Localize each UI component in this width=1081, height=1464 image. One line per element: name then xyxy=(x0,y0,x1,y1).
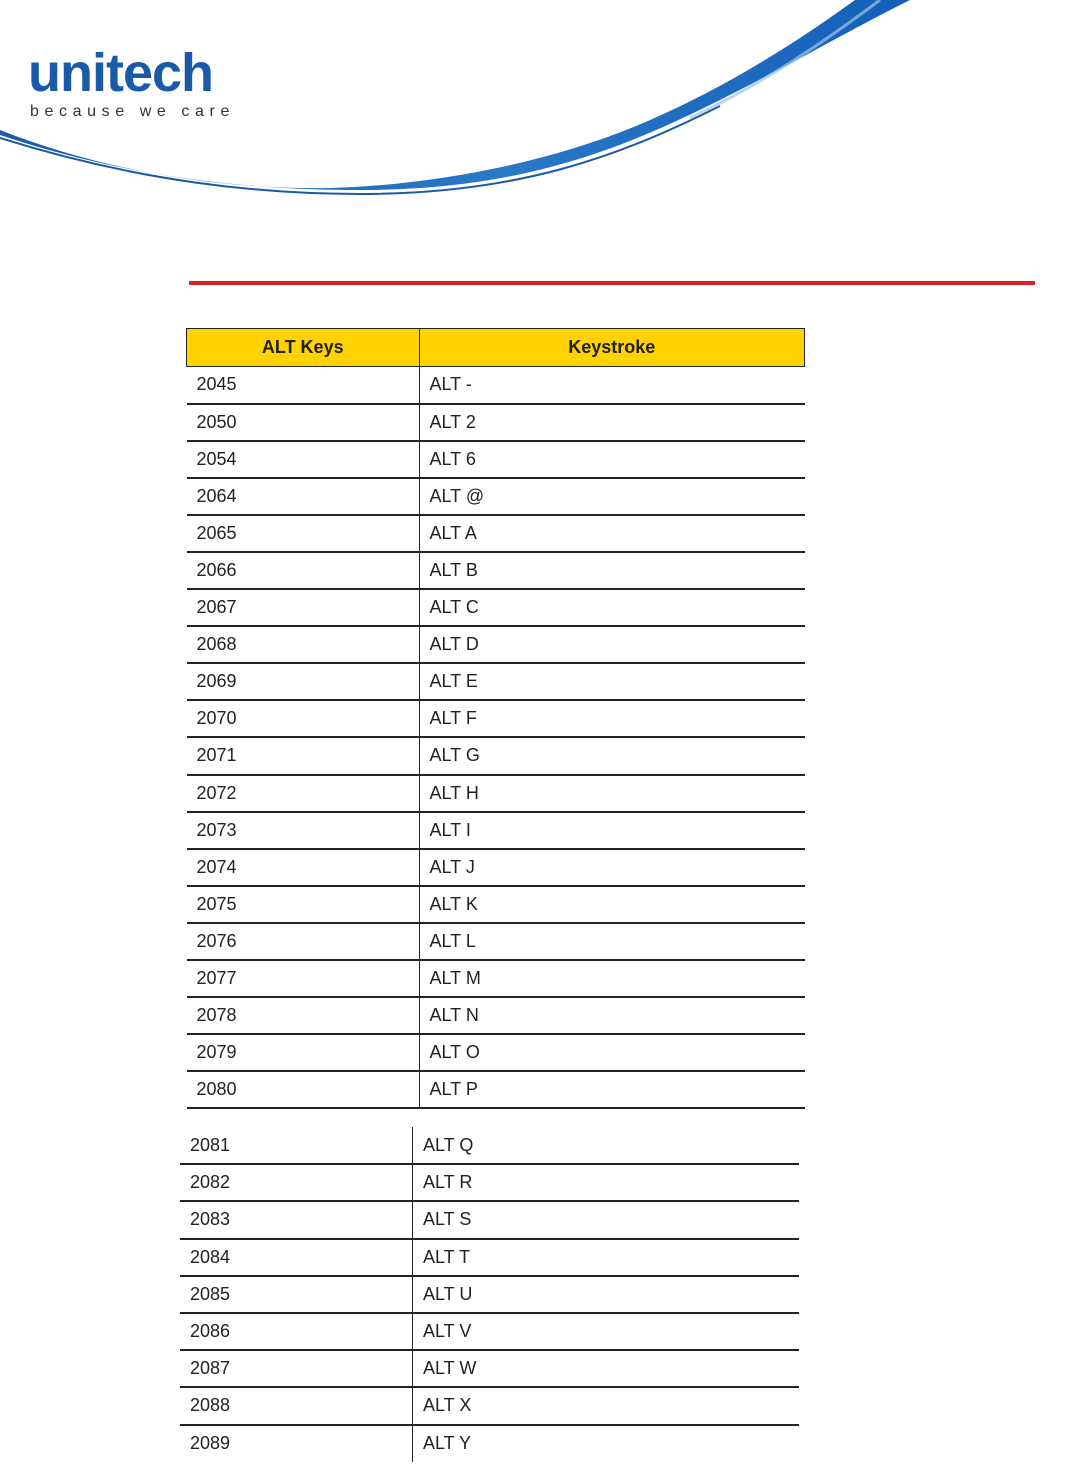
alt-keys-table xyxy=(186,328,805,1109)
keystroke-cell: ALT 6 xyxy=(429,448,476,469)
table-row xyxy=(187,589,805,626)
keystroke-cell: ALT A xyxy=(429,522,477,543)
keystroke-cell: ALT G xyxy=(429,745,480,766)
table-row xyxy=(180,1425,799,1462)
table-row xyxy=(187,886,805,923)
header-alt-keys: ALT Keys xyxy=(187,329,420,367)
table-row xyxy=(180,1313,799,1350)
alt-key-cell: 2067 xyxy=(187,589,420,626)
keystroke-cell: ALT U xyxy=(423,1283,473,1304)
table-row xyxy=(187,478,805,515)
alt-key-cell: 2084 xyxy=(180,1239,413,1276)
alt-key-cell: 2045 xyxy=(187,367,420,404)
table-row xyxy=(187,849,805,886)
alt-key-cell: 2088 xyxy=(180,1387,413,1424)
keystroke-cell: ALT J xyxy=(429,856,475,877)
keystroke-cell: ALT - xyxy=(429,374,472,395)
keystroke-cell: ALT F xyxy=(429,708,477,729)
keystroke-cell: ALT D xyxy=(429,634,479,655)
table-row xyxy=(187,626,805,663)
keystroke-cell: ALT Q xyxy=(423,1134,474,1155)
alt-keys-table-continued xyxy=(180,1127,799,1462)
table-row xyxy=(187,923,805,960)
alt-key-cell: 2089 xyxy=(180,1425,413,1462)
table-row xyxy=(180,1239,799,1276)
alt-key-cell: 2083 xyxy=(180,1201,413,1238)
alt-key-cell: 2085 xyxy=(180,1276,413,1313)
table-row xyxy=(180,1164,799,1201)
keystroke-cell: ALT @ xyxy=(429,485,485,506)
alt-key-cell: 2073 xyxy=(187,812,420,849)
table-row xyxy=(187,367,805,404)
keystroke-cell: ALT V xyxy=(423,1321,472,1342)
alt-key-cell: 2076 xyxy=(187,923,420,960)
keystroke-cell: ALT K xyxy=(429,893,478,914)
table-row xyxy=(187,1071,805,1108)
alt-key-cell: 2070 xyxy=(187,700,420,737)
keystroke-cell: ALT H xyxy=(429,782,479,803)
alt-key-cell: 2075 xyxy=(187,886,420,923)
table-row xyxy=(187,960,805,997)
alt-key-cell: 2081 xyxy=(180,1127,413,1164)
table-row xyxy=(187,552,805,589)
keystroke-cell: ALT Y xyxy=(423,1433,472,1454)
alt-key-cell: 2064 xyxy=(187,478,420,515)
table-row xyxy=(187,441,805,478)
keystroke-cell: ALT 2 xyxy=(429,411,476,432)
alt-key-cell: 2078 xyxy=(187,997,420,1034)
keystroke-cell: ALT S xyxy=(423,1209,472,1230)
table-row xyxy=(187,515,805,552)
table-row xyxy=(180,1387,799,1424)
keystroke-cell: ALT O xyxy=(429,1042,480,1063)
unitech-logo: unitech xyxy=(28,43,214,103)
table-row xyxy=(187,775,805,812)
alt-key-cell: 2080 xyxy=(187,1071,420,1108)
keystroke-cell: ALT L xyxy=(429,930,476,951)
table-row xyxy=(180,1127,799,1164)
alt-key-cell: 2069 xyxy=(187,663,420,700)
alt-key-cell: 2074 xyxy=(187,849,420,886)
logo-tagline: because we care xyxy=(30,103,235,120)
keystroke-cell: ALT N xyxy=(429,1005,479,1026)
table-row xyxy=(187,997,805,1034)
keystroke-cell: ALT M xyxy=(429,968,481,989)
keystroke-cell: ALT W xyxy=(423,1358,477,1379)
alt-key-cell: 2079 xyxy=(187,1034,420,1071)
keystroke-cell: ALT E xyxy=(429,671,478,692)
table-row xyxy=(187,700,805,737)
alt-key-cell: 2082 xyxy=(180,1164,413,1201)
table-row xyxy=(187,404,805,441)
keystroke-cell: ALT I xyxy=(429,819,471,840)
keystroke-cell: ALT T xyxy=(423,1246,471,1267)
keystroke-cell: ALT X xyxy=(423,1395,472,1416)
header-keystroke: Keystroke xyxy=(419,329,805,367)
table-row xyxy=(187,1034,805,1071)
red-divider xyxy=(189,281,1035,285)
table-row xyxy=(187,737,805,774)
table-row xyxy=(180,1350,799,1387)
keystroke-cell: ALT C xyxy=(429,597,479,618)
table-row xyxy=(187,812,805,849)
alt-key-cell: 2068 xyxy=(187,626,420,663)
keystroke-cell: ALT P xyxy=(429,1079,478,1100)
table-row xyxy=(180,1201,799,1238)
alt-key-cell: 2072 xyxy=(187,775,420,812)
table-row xyxy=(187,663,805,700)
alt-key-cell: 2071 xyxy=(187,737,420,774)
alt-key-cell: 2086 xyxy=(180,1313,413,1350)
table-row xyxy=(180,1276,799,1313)
page-header xyxy=(0,0,1081,230)
keystroke-cell: ALT B xyxy=(429,560,478,581)
alt-key-cell: 2065 xyxy=(187,515,420,552)
alt-key-cell: 2066 xyxy=(187,552,420,589)
alt-key-cell: 2054 xyxy=(187,441,420,478)
alt-key-cell: 2087 xyxy=(180,1350,413,1387)
alt-key-cell: 2050 xyxy=(187,404,420,441)
alt-key-cell: 2077 xyxy=(187,960,420,997)
keystroke-cell: ALT R xyxy=(423,1172,473,1193)
